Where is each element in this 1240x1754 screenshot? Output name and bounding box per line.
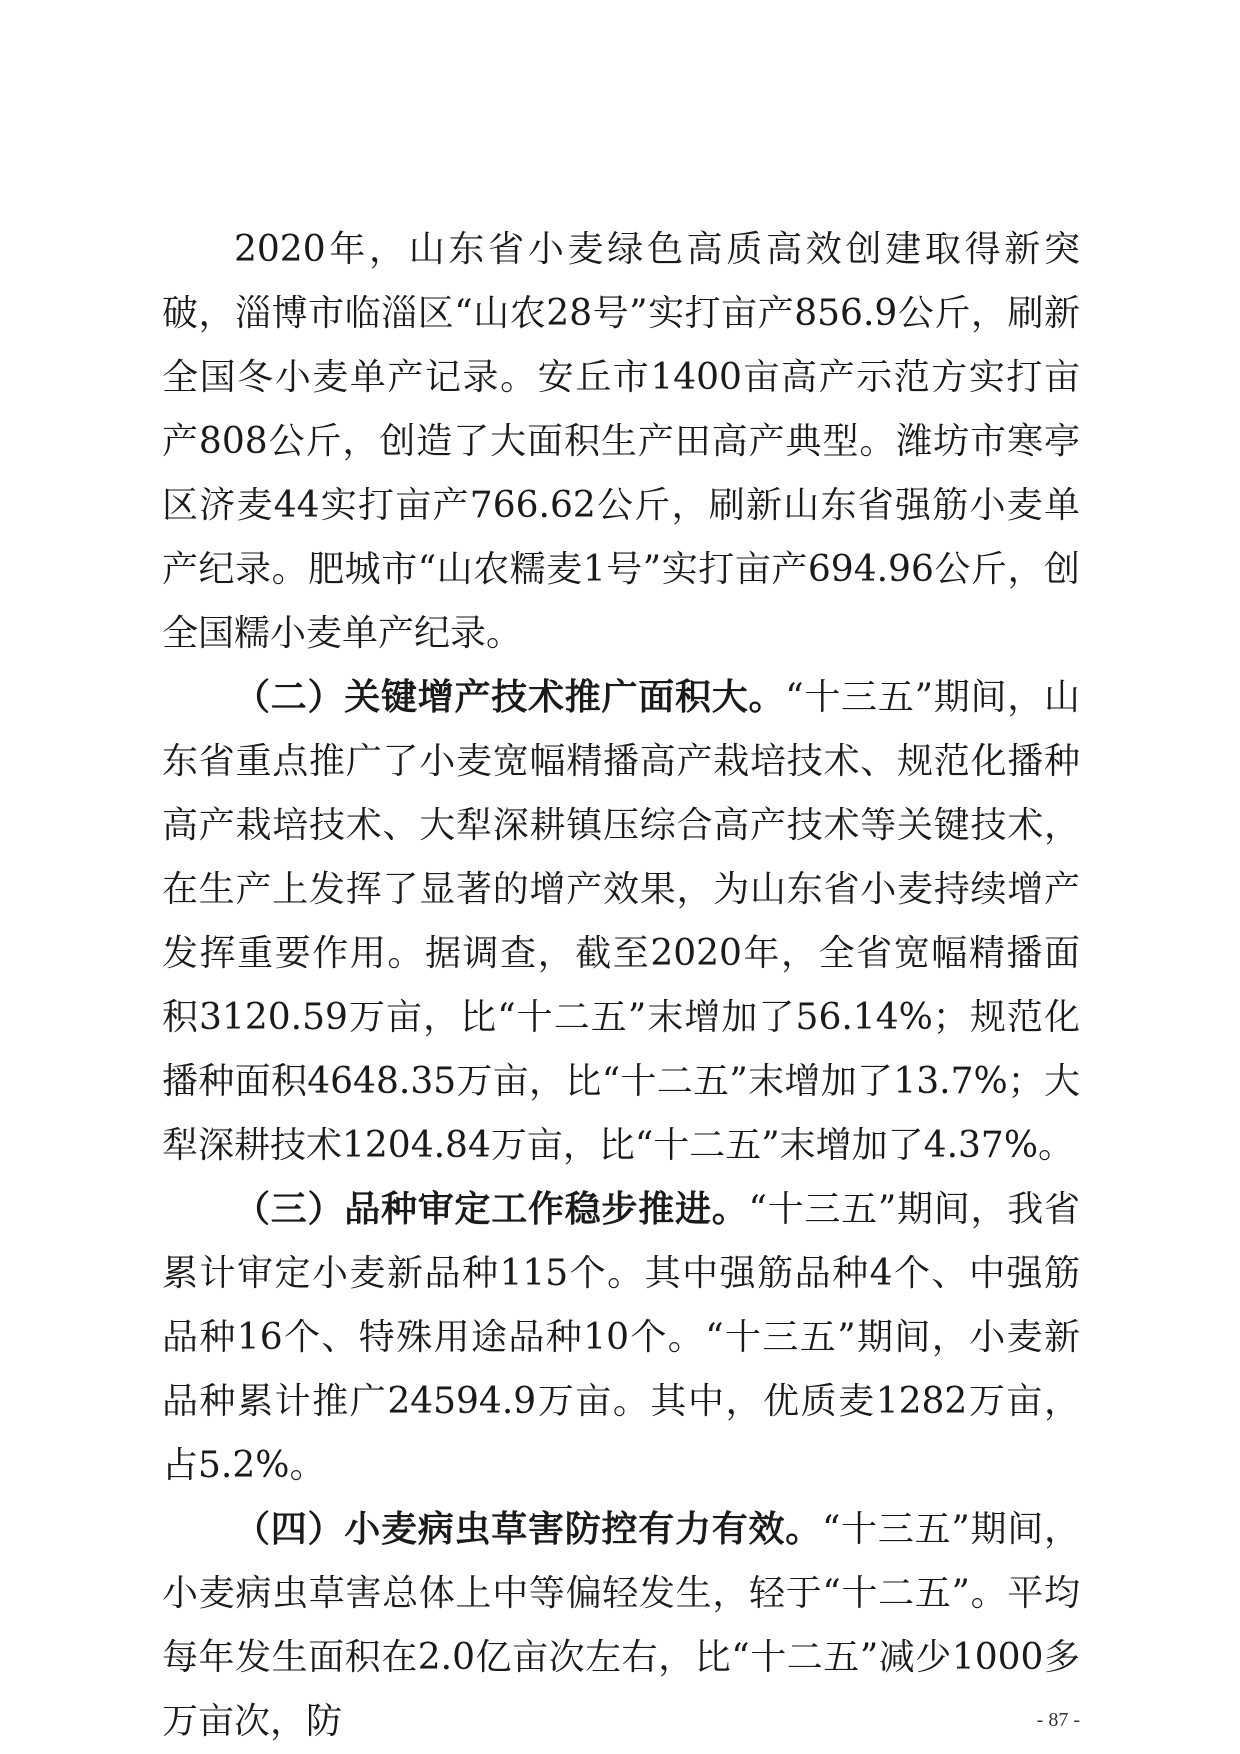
paragraph-text: “十三五”期间，小麦病虫草害总体上中等偏轻发生，轻于“十二五”。平均每年发生面积在2.0亿亩次左右，比“十二五”减少1000多万亩次，防 — [162, 1509, 1080, 1742]
paragraph-text: “十三五”期间，山东省重点推广了小麦宽幅精播高产栽培技术、规范化播种高产栽培技术、大犁深耕镇压综合高产技术等关键技术，在生产上发挥了显著的增产效果，为山东省小麦持续增产发挥重要作用。据调查，截至2020年，全省宽幅精播面积3120.59万亩，比“十二五”末增加了56.14%；规范化播种面积4648.35万亩，比“十二五”末增加了13.7%；大犁深耕技术1204.84万亩，比“十二五”末增加了4.37%。 — [162, 677, 1080, 1166]
paragraph-wheat-records — [162, 218, 1080, 666]
paragraph-key-technologies — [162, 666, 1080, 1178]
paragraph-pest-control — [162, 1498, 1080, 1754]
paragraph-text: “十三五”期间，我省累计审定小麦新品种115个。其中强筋品种4个、中强筋品种16个、特殊用途品种10个。“十三五”期间，小麦新品种累计推广24594.9万亩。其中，优质麦1282万亩，占5.2%。 — [162, 1189, 1080, 1486]
paragraph-text: 2020年，山东省小麦绿色高质高效创建取得新突破，淄博市临淄区“山农28号”实打亩产856.9公斤，刷新全国冬小麦单产记录。安丘市1400亩高产示范方实打亩产808公斤，创造了大面积生产田高产典型。潍坊市寒亭区济麦44实打亩产766.62公斤，刷新山东省强筋小麦单产纪录。肥城市“山农糯麦1号”实打亩产694.96公斤，创全国糯小麦单产纪录。 — [162, 229, 1080, 654]
paragraph-heading: （三）品种审定工作稳步推进。 — [234, 1189, 749, 1230]
paragraph-heading: （四）小麦病虫草害防控有力有效。 — [234, 1509, 822, 1550]
paragraph-heading: （二）关键增产技术推广面积大。 — [234, 677, 786, 718]
paragraph-variety-approval — [162, 1178, 1080, 1498]
document-body — [162, 218, 1080, 1754]
page-number: - 87 - — [1036, 1709, 1080, 1731]
